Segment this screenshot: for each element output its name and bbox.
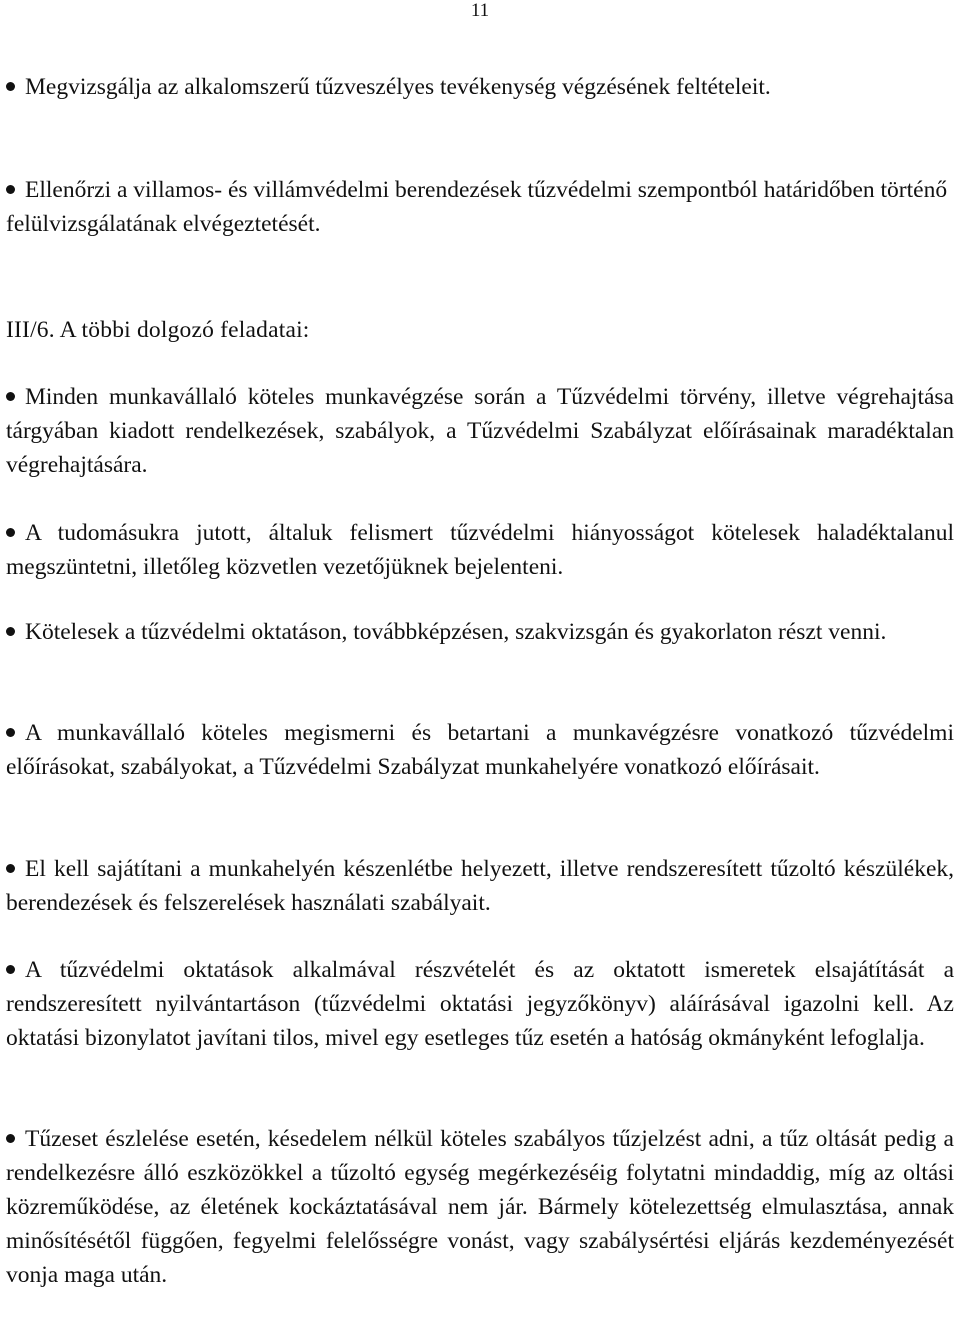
bullet-icon	[6, 864, 15, 873]
list-item-text: A tűzvédelmi oktatások alkalmával részvételét és az oktatott ismeretek elsajátítását a rendszeresített nyilvántartáson (tűzvédelmi oktatási jegyzőkönyv) aláírásával igazolni kell. Az oktatási bizonylatot javítani tilos, mivel egy esetleges tűz esetén a hatóság okmányként lefoglalja.	[6, 957, 954, 1051]
list-item	[6, 716, 954, 784]
bullet-icon	[6, 392, 15, 401]
list-item-text: A munkavállaló köteles megismerni és betartani a munkavégzésre vonatkozó tűzvédelmi előírásokat, szabályokat, a Tűzvédelmi Szabályzat munkahelyére vonatkozó előírásait.	[6, 720, 954, 780]
list-item	[6, 380, 954, 482]
bullet-icon	[6, 528, 15, 537]
bullet-icon	[6, 965, 15, 974]
page-number: 11	[470, 0, 490, 21]
list-item-text: Megvizsgálja az alkalomszerű tűzveszélyes tevékenység végzésének feltételeit.	[25, 74, 771, 100]
list-item-text: El kell sajátítani a munkahelyén készenlétbe helyezett, illetve rendszeresített tűzoltó készülékek, berendezések és felszerelések használati szabályait.	[6, 856, 954, 916]
section-heading: III/6. A többi dolgozó feladatai:	[6, 317, 310, 343]
bullet-icon	[6, 82, 15, 91]
list-item-text: Kötelesek a tűzvédelmi oktatáson, továbbképzésen, szakvizsgán és gyakorlaton részt venni.	[25, 619, 887, 645]
bullet-icon	[6, 1134, 15, 1143]
list-item	[6, 173, 954, 241]
list-item	[6, 953, 954, 1055]
bullet-icon	[6, 627, 15, 636]
list-item-text: Ellenőrzi a villamos- és villámvédelmi berendezések tűzvédelmi szempontból határidőben történő felülvizsgálatának elvégeztetését.	[6, 177, 948, 237]
bullet-icon	[6, 185, 15, 194]
list-item	[6, 615, 954, 649]
list-item-text: Tűzeset észlelése esetén, késedelem nélkül köteles szabályos tűzjelzést adni, a tűz oltását pedig a rendelkezésre álló eszközökkel a tűzoltó egység megérkezéséig folytatni mindaddig, míg az oltási közreműködése, az életének kockáztatásával nem jár. Bármely kötelezettség elmulasztása, annak minősítésétől függően, fegyelmi felelősségre vonást, vagy szabálysértési eljárás kezdeményezését vonja maga után.	[6, 1126, 954, 1288]
list-item-text: Minden munkavállaló köteles munkavégzése során a Tűzvédelmi törvény, illetve végrehajtása tárgyában kiadott rendelkezések, szabályok, a Tűzvédelmi Szabályzat előírásainak maradéktalan végrehajtására.	[6, 384, 954, 478]
list-item	[6, 852, 954, 920]
bullet-icon	[6, 728, 15, 737]
list-item	[6, 1122, 954, 1292]
list-item	[6, 516, 954, 584]
list-item-text: A tudomásukra jutott, általuk felismert tűzvédelmi hiányosságot kötelesek haladéktalanul megszüntetni, illetőleg közvetlen vezetőjüknek bejelenteni.	[6, 520, 954, 580]
list-item	[6, 70, 954, 104]
